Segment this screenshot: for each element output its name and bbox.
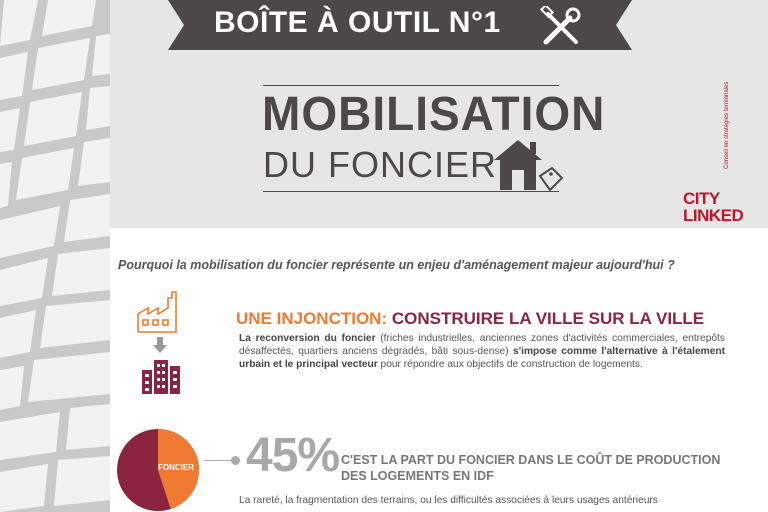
map-background	[0, 0, 110, 512]
injonction-heading-main: CONSTRUIRE LA VILLE SUR LA VILLE	[391, 309, 705, 328]
pie-label: FONCIER	[158, 463, 194, 472]
down-arrow-icon	[153, 337, 167, 353]
logo-tagline: Conseil en stratégies territoriales	[724, 81, 730, 169]
factory-icon	[136, 290, 182, 334]
connector-dot	[231, 456, 240, 465]
stat-body: La rareté, la fragmentation des terrains, ou les difficultés associées à leurs usages antérieurs	[239, 495, 658, 506]
injonction-bold-1: La reconversion du foncier	[239, 333, 376, 344]
logo-linked: LINKED	[683, 206, 744, 225]
banner-title: BOÎTE À OUTIL N°1	[214, 6, 501, 39]
injonction-text-2: pour répondre aux objectifs de construction de logements.	[377, 359, 643, 371]
section-question: Pourquoi la mobilisation du foncier représente un enjeu d'aménagement majeur aujourd'hui ?	[118, 258, 675, 272]
injonction-body	[239, 332, 725, 372]
tools-icon	[540, 6, 584, 48]
page-subtitle: DU FONCIER	[263, 144, 497, 185]
logo-city: CITY	[683, 189, 720, 208]
stat-number: 45%	[246, 429, 340, 482]
house-tag-icon	[490, 136, 566, 194]
injonction-text-1: (friches industrielles, anciennes zones d'activités commerciales, entrepôts désaffectés, quartiers anciens dégradés, bâti sous-dense)	[239, 333, 725, 358]
street-map-illustration	[0, 0, 110, 512]
injonction-heading	[236, 309, 704, 329]
injonction-bold-2: s'impose comme l'alternative à l'étalement urbain et le principal vecteur	[239, 346, 725, 371]
citylinked-logo	[683, 81, 763, 230]
page-title: MOBILISATION	[262, 85, 606, 141]
buildings-icon	[140, 358, 184, 394]
stat-text: C'EST LA PART DU FONCIER DANS LE COÛT DE PRODUCTION DES LOGEMENTS EN IDF	[341, 453, 721, 483]
injonction-heading-prefix: UNE INJONCTION:	[236, 309, 392, 328]
